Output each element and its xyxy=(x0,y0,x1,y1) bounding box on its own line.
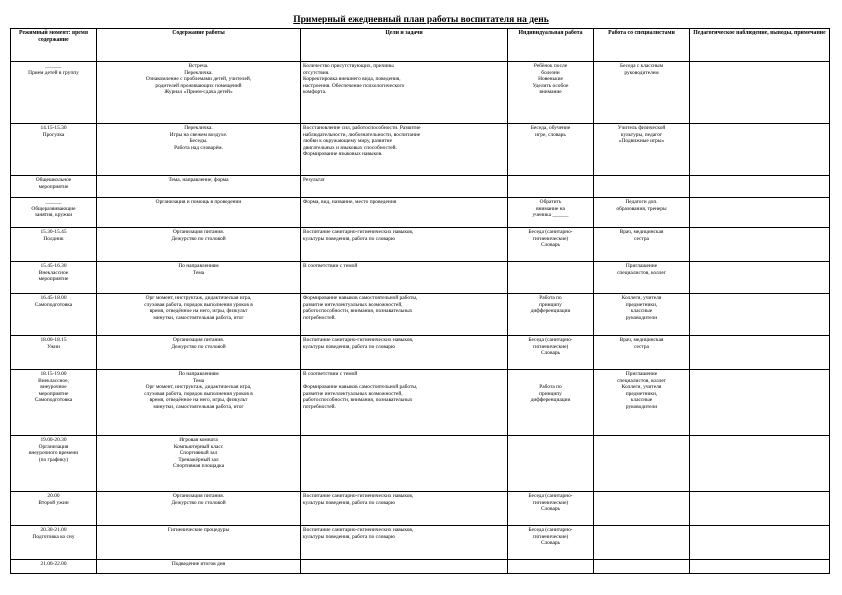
cell-line: любви к окружающему миру, развитие xyxy=(303,138,392,144)
cell-line: Тема xyxy=(192,269,205,276)
header-row xyxy=(11,29,830,62)
content-cell xyxy=(97,198,301,228)
observation-cell xyxy=(690,370,830,436)
cell-line: Формирование навыков самостоятельной работы, xyxy=(303,295,418,301)
table-row xyxy=(11,492,830,526)
observation-cell xyxy=(690,526,830,560)
observation-cell xyxy=(690,228,830,262)
observation-cell xyxy=(690,176,830,198)
content-cell xyxy=(97,370,301,436)
cell-line: 15.45-16.30 xyxy=(40,263,67,269)
observation-cell xyxy=(690,560,830,574)
cell-line: Воспитание санитарно-гигиенических навыков, xyxy=(303,493,414,499)
cell-line: комфорта. xyxy=(303,89,327,95)
cell-line: По направлениям xyxy=(178,371,219,377)
observation-cell xyxy=(690,294,830,336)
cell-line: образования, тренеры xyxy=(616,205,667,212)
observation-cell xyxy=(690,336,830,370)
specialists-cell xyxy=(594,62,690,124)
specialists-cell xyxy=(594,228,690,262)
individual-cell xyxy=(508,124,594,176)
cell-line: внеурочного времени xyxy=(28,450,79,456)
cell-line: Игровая комната xyxy=(179,437,218,443)
cell-line: 18.15-19.00 xyxy=(40,371,67,377)
cell-line: В соответствии с темой xyxy=(303,371,358,377)
goals-cell xyxy=(301,526,508,560)
cell-line: занятия, кружки xyxy=(34,212,73,218)
cell-line: двигательных и языковых способностей. xyxy=(303,144,397,151)
cell-line: Врач, медицинская xyxy=(619,337,664,343)
table-row xyxy=(11,370,830,436)
cell-line: предметники, xyxy=(625,390,658,397)
cell-line: 20.00 xyxy=(47,493,60,499)
cell-line: развитие интеллектуальных возможностей, xyxy=(303,390,403,397)
cell-line: Беседа, обучение xyxy=(530,125,571,131)
daily-plan-table xyxy=(10,28,830,574)
cell-line: Работа над словарём. xyxy=(174,144,223,151)
cell-line: Второй ужин xyxy=(38,499,69,506)
regime-cell xyxy=(11,336,97,370)
cell-line: Беседа (санитарно- xyxy=(528,493,573,499)
cell-line: Приглашение xyxy=(625,371,658,377)
individual-cell xyxy=(508,228,594,262)
table-row xyxy=(11,526,830,560)
cell-line: руководители xyxy=(625,314,658,321)
table-row xyxy=(11,560,830,574)
cell-line: Беседа (санитарно- xyxy=(528,527,573,533)
cell-line: Полдник xyxy=(43,235,64,242)
cell-line: настроения. Обеспечение психологического xyxy=(303,82,405,89)
cell-line: Коллеги, учителя xyxy=(621,384,662,390)
cell-line: Игры на свежем воздухе. xyxy=(169,131,228,138)
cell-line: Организация питания. xyxy=(172,229,225,235)
cell-line: Словарь xyxy=(540,350,560,356)
cell-line: Дежурство по столовой xyxy=(171,343,226,350)
regime-cell xyxy=(11,526,97,560)
cell-line: дифференциации xyxy=(530,397,571,403)
specialists-cell xyxy=(594,262,690,294)
cell-line: отсутствия. xyxy=(303,69,330,76)
observation-cell xyxy=(690,262,830,294)
cell-line: Уделить особое xyxy=(532,82,569,89)
cell-line: Прогулка xyxy=(42,131,65,138)
specialists-cell xyxy=(594,370,690,436)
cell-line: В соответствии с темой xyxy=(303,263,358,269)
cell-line: 14.15-15.30 xyxy=(40,125,67,131)
cell-line: Учитель физической xyxy=(617,125,666,131)
cell-line: принципу xyxy=(539,390,562,397)
specialists-cell xyxy=(594,492,690,526)
goals-cell xyxy=(301,198,508,228)
cell-line: Компьютерный класс xyxy=(173,443,224,450)
regime-cell xyxy=(11,492,97,526)
cell-line: дифференциации xyxy=(530,308,571,314)
goals-cell xyxy=(301,62,508,124)
cell-line: Орг момент, инструктаж, дидактическая игра, xyxy=(145,295,252,301)
cell-line: 20.30-21.00 xyxy=(40,527,67,533)
cell-line: Встреча. xyxy=(188,63,209,69)
cell-line: принципу xyxy=(539,301,562,308)
cell-line: Подготовка ко сну xyxy=(32,533,75,540)
cell-line: Гигиенические процедуры xyxy=(167,527,230,533)
table-row xyxy=(11,124,830,176)
cell-line: Спортивная площадка xyxy=(172,463,225,469)
cell-line: гигиенические) xyxy=(532,499,569,506)
cell-line: Организация питания. xyxy=(172,493,225,499)
header-content: Содержание работы xyxy=(97,29,301,62)
cell-line: Врач, медицинская xyxy=(619,229,664,235)
cell-line: Общешкольное xyxy=(35,177,72,183)
cell-line: Внеклассное xyxy=(38,269,69,276)
regime-cell xyxy=(11,228,97,262)
table-row xyxy=(11,62,830,124)
individual-cell xyxy=(508,560,594,574)
cell-line: Внеклассное, xyxy=(38,377,69,384)
content-cell xyxy=(97,294,301,336)
individual-cell xyxy=(508,262,594,294)
individual-cell xyxy=(508,198,594,228)
cell-line: Перекличка. xyxy=(184,69,213,76)
observation-cell xyxy=(690,198,830,228)
individual-cell xyxy=(508,526,594,560)
cell-line: Общеразвивающие xyxy=(31,205,76,212)
cell-line: Формирование языковых навыков. xyxy=(303,151,383,157)
observation-cell xyxy=(690,62,830,124)
cell-line: 18.00-18.15 xyxy=(40,337,67,343)
cell-line: Подведение итогов дня xyxy=(171,561,226,567)
goals-cell xyxy=(301,492,508,526)
cell-line: Воспитание санитарно-гигиенических навыков, xyxy=(303,527,414,533)
cell-line: потребностей. xyxy=(303,403,336,410)
cell-line: 16.45-18.00 xyxy=(40,295,67,301)
goals-cell xyxy=(301,176,508,198)
cell-line: Дежурство по столовой xyxy=(171,235,226,242)
specialists-cell xyxy=(594,560,690,574)
cell-line: время, отведённое на него, игры, физкульт xyxy=(149,397,248,403)
individual-cell xyxy=(508,436,594,492)
cell-line: «Подвижные игры» xyxy=(618,138,665,144)
regime-cell xyxy=(11,124,97,176)
specialists-cell xyxy=(594,124,690,176)
content-cell xyxy=(97,228,301,262)
cell-line: специалистов, коллег xyxy=(616,269,667,276)
cell-line: болезни xyxy=(541,69,560,76)
cell-line: Словарь xyxy=(540,242,560,248)
cell-line: Приглашение xyxy=(625,263,658,269)
cell-line: Беседа (санитарно- xyxy=(528,229,573,235)
cell-line: культуры поведения, работа по словарю xyxy=(303,533,395,540)
cell-line: предметники, xyxy=(625,301,658,308)
observation-cell xyxy=(690,492,830,526)
cell-line: Тема, направление, форма xyxy=(168,177,229,183)
cell-line: Формирование навыков самостоятельной работы, xyxy=(303,384,418,390)
content-cell xyxy=(97,560,301,574)
cell-line: Орг момент, инструктаж, дидактическая игра, xyxy=(145,384,252,390)
regime-cell xyxy=(11,176,97,198)
specialists-cell xyxy=(594,198,690,228)
content-cell xyxy=(97,526,301,560)
cell-line: наблюдательности, любознательности, воспитание xyxy=(303,131,421,138)
cell-line: сестра xyxy=(634,343,649,350)
cell-line: внеурочное xyxy=(40,384,67,390)
cell-line: Прием детей в группу xyxy=(28,69,79,76)
content-cell xyxy=(97,492,301,526)
cell-line: Беседа с классным xyxy=(619,63,664,69)
cell-line: минутки, самостоятельная работа, итог xyxy=(153,314,244,321)
specialists-cell xyxy=(594,336,690,370)
table-row xyxy=(11,262,830,294)
content-cell xyxy=(97,262,301,294)
cell-line: Корректировка внешнего вида, поведения, xyxy=(303,76,401,82)
cell-line: Самоподготовка xyxy=(34,301,73,308)
cell-line: слуховая работа, порядок выполнения уроков в xyxy=(144,390,253,397)
header-goals: Цели и задачи xyxy=(301,29,508,62)
goals-cell xyxy=(301,228,508,262)
header-regime: Режимный момент: время содержание xyxy=(11,29,97,62)
cell-line: Работа по xyxy=(539,295,562,301)
content-cell xyxy=(97,62,301,124)
observation-cell xyxy=(690,124,830,176)
cell-line: Ребёнок после xyxy=(533,63,568,69)
content-cell xyxy=(97,336,301,370)
cell-line: ученика ______ xyxy=(532,212,569,218)
cell-line: Коллеги, учителя xyxy=(621,295,662,301)
specialists-cell xyxy=(594,526,690,560)
cell-line: гигиенические) xyxy=(532,533,569,540)
cell-line: Словарь xyxy=(540,506,560,512)
goals-cell xyxy=(301,336,508,370)
regime-cell xyxy=(11,62,97,124)
individual-cell xyxy=(508,294,594,336)
regime-cell xyxy=(11,262,97,294)
regime-cell xyxy=(11,560,97,574)
content-cell xyxy=(97,436,301,492)
cell-line: Воспитание санитарно-гигиенических навыков, xyxy=(303,229,414,235)
specialists-cell xyxy=(594,436,690,492)
cell-line: 15.30-15.45 xyxy=(40,229,67,235)
cell-line: Организация питания. xyxy=(172,337,225,343)
cell-line: Тренажёрный зал xyxy=(178,456,219,463)
individual-cell xyxy=(508,62,594,124)
cell-line: минутки, самостоятельная работа, итог xyxy=(153,403,244,410)
observation-cell xyxy=(690,436,830,492)
goals-cell xyxy=(301,436,508,492)
cell-line: классные xyxy=(630,397,653,403)
individual-cell xyxy=(508,176,594,198)
cell-line: время, отведённое на него, игры, физкульт xyxy=(149,308,248,314)
cell-line: По направлениям xyxy=(178,263,219,269)
content-cell xyxy=(97,176,301,198)
cell-line: родителей проживающих помещений xyxy=(155,82,242,89)
cell-line: Восстановление сил, работоспособности. Развитие xyxy=(303,125,421,131)
cell-line: гигиенические) xyxy=(532,343,569,350)
cell-line: Педагоги доп. xyxy=(625,199,658,205)
header-individual: Индивидуальная работа xyxy=(508,29,594,62)
cell-line: слуховая работа, порядок выполнения уроков в xyxy=(144,301,253,308)
cell-line: развитие интеллектуальных возможностей, xyxy=(303,301,403,308)
cell-line: ______ xyxy=(45,63,62,69)
table-row xyxy=(11,198,830,228)
header-observation: Педагогическое наблюдение, выводы, примечание xyxy=(690,29,830,62)
cell-line: Форма, вид, название, место проведения xyxy=(303,199,397,205)
individual-cell xyxy=(508,370,594,436)
cell-line: мероприятие xyxy=(38,276,69,282)
goals-cell xyxy=(301,262,508,294)
cell-line: ______ xyxy=(45,199,62,205)
individual-cell xyxy=(508,492,594,526)
goals-cell xyxy=(301,294,508,336)
cell-line: Организация xyxy=(38,443,69,450)
cell-line: Словарь xyxy=(540,540,560,546)
regime-cell xyxy=(11,436,97,492)
cell-line: культуры поведения, работа по словарю xyxy=(303,235,395,242)
cell-line: культуры, педагог xyxy=(620,131,663,138)
cell-line: игре, словарь xyxy=(535,131,566,138)
cell-line: Новенькие xyxy=(538,76,563,82)
cell-line: Тема xyxy=(192,377,205,384)
regime-cell xyxy=(11,198,97,228)
cell-line: Дежурство по столовой xyxy=(171,499,226,506)
cell-line: Самоподготовка xyxy=(34,397,73,403)
specialists-cell xyxy=(594,294,690,336)
cell-line: специалистов, коллег xyxy=(616,377,667,384)
cell-line: Спортивный зал xyxy=(179,450,218,456)
cell-line: Воспитание санитарно-гигиенических навыков, xyxy=(303,337,414,343)
regime-cell xyxy=(11,370,97,436)
goals-cell xyxy=(301,370,508,436)
header-specialists: Работа со специалистами xyxy=(594,29,690,62)
cell-line: потребностей. xyxy=(303,314,336,321)
cell-line: Ознакомление с проблемами детей, учителей, xyxy=(145,76,252,82)
individual-cell xyxy=(508,336,594,370)
cell-line: культуры поведения, работа по словарю xyxy=(303,499,395,506)
content-cell xyxy=(97,124,301,176)
cell-line: сестра xyxy=(634,235,649,242)
cell-line: классные xyxy=(630,308,653,314)
cell-line: культуры поведения, работа по словарю xyxy=(303,343,395,350)
goals-cell xyxy=(301,560,508,574)
cell-line: работоспособности, внимания, познавательных xyxy=(303,308,413,314)
table-row xyxy=(11,436,830,492)
cell-line: Работа по xyxy=(539,384,562,390)
regime-cell xyxy=(11,294,97,336)
page-title: Примерный ежедневный план работы воспитателя на день xyxy=(293,15,549,25)
cell-line: Обратить xyxy=(539,199,562,205)
cell-line: (по графику) xyxy=(38,456,69,463)
specialists-cell xyxy=(594,176,690,198)
table-row xyxy=(11,336,830,370)
cell-line: Ужин xyxy=(47,343,60,350)
table-row xyxy=(11,294,830,336)
cell-line: гигиенические) xyxy=(532,235,569,242)
cell-line: руководители xyxy=(625,403,658,410)
cell-line: работоспособности, внимания, познавательных xyxy=(303,397,413,403)
cell-line: Организация и помощь в проведении xyxy=(155,199,242,205)
cell-line: 21.00-22.00 xyxy=(40,561,67,567)
table-row xyxy=(11,176,830,198)
cell-line: Результат xyxy=(303,177,325,183)
cell-line: Перекличка. xyxy=(184,125,213,131)
cell-line: руководителем xyxy=(624,69,659,76)
goals-cell xyxy=(301,124,508,176)
table-row xyxy=(11,228,830,262)
cell-line: мероприятие xyxy=(38,390,69,397)
cell-line: Количество присутствующих, причины xyxy=(303,63,394,69)
cell-line: Журнал «Прием-сдача детей» xyxy=(164,89,233,95)
cell-line: Беседа (санитарно- xyxy=(528,337,573,343)
cell-line: Беседы. xyxy=(189,138,208,144)
cell-line: внимание xyxy=(539,89,562,95)
cell-line: мероприятие xyxy=(38,183,69,190)
cell-line: 19.00-20.30 xyxy=(40,437,67,443)
cell-line: внимание на xyxy=(536,205,565,212)
